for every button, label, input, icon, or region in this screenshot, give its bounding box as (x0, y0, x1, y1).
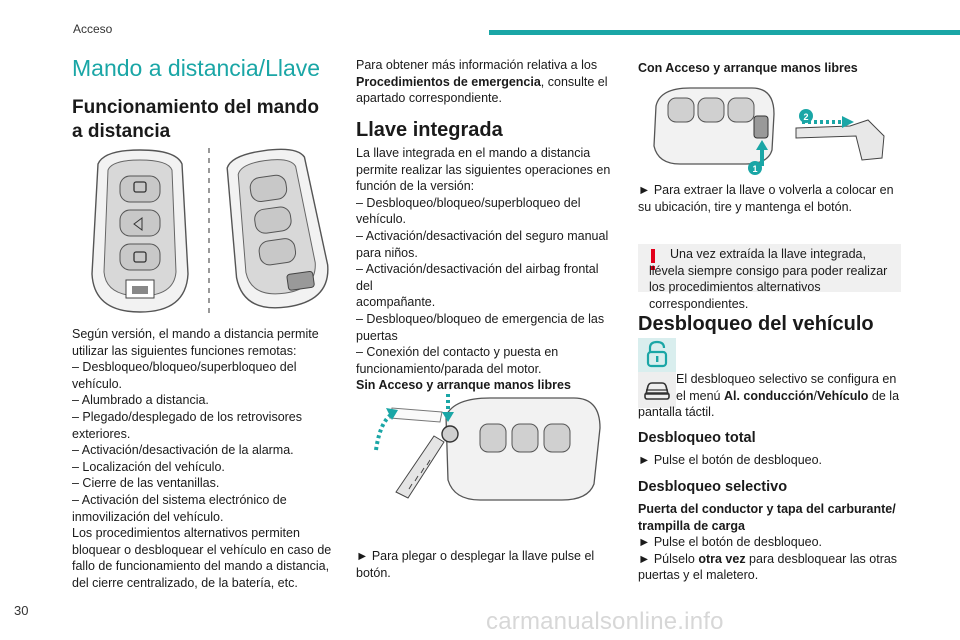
text-line: Los procedimientos alternativos permiten (72, 526, 300, 541)
section-title-unlocking: Desbloqueo del vehículo (638, 313, 874, 335)
list-item: – Localización del vehículo. (72, 459, 225, 474)
callout-2: 2 (803, 112, 809, 122)
text-line: Según versión, el mando a distancia permite (72, 327, 319, 341)
fold-instruction (356, 548, 618, 581)
text-line: Puerta del conductor y tapa del carburante/ (638, 502, 896, 516)
heading-total-unlock: Desbloqueo total (638, 430, 756, 446)
text-line: permite realizar las siguientes operaciones en (356, 162, 611, 177)
list-item: – Alumbrado a distancia. (72, 393, 209, 408)
text-line: fallo de funcionamiento del mando a distancia, (72, 559, 330, 574)
selective-config-text (638, 371, 902, 421)
list-item: – Cierre de las ventanillas. (72, 476, 220, 491)
selective-unlock-steps (638, 501, 902, 584)
menu-name-vehicle: Vehículo (817, 388, 869, 403)
text-line: exteriores. (72, 426, 131, 441)
folding-key-illustration (362, 388, 618, 508)
list-item: – Plegado/desplegado de los retrovisores (72, 409, 303, 424)
running-header: Acceso (73, 22, 113, 36)
integrated-key-text (356, 145, 618, 394)
text-line: función de la versión: (356, 179, 475, 194)
list-item: – Desbloqueo/bloqueo de emergencia de las (356, 311, 605, 326)
list-item: – Activación/desactivación del airbag frontal del (356, 262, 599, 293)
step-line: ► Pulse el botón de desbloqueo. (638, 535, 823, 550)
text-line: ► Para extraer la llave o volverla a colocar en (638, 183, 894, 197)
list-item: – Conexión del contacto y puesta en (356, 345, 559, 360)
list-item: – Desbloqueo/bloqueo/superbloqueo del (356, 195, 581, 210)
list-item: – Activación del sistema electrónico de (72, 492, 287, 507)
remote-functions-text (72, 326, 334, 592)
text-line: utilizar las siguientes funciones remotas: (72, 343, 297, 358)
list-item: – Desbloqueo/bloqueo/superbloqueo del (72, 360, 297, 375)
page-number: 30 (14, 603, 29, 618)
emergency-procedures-note (356, 57, 618, 107)
text-line: El desbloqueo selectivo se configura en (676, 372, 897, 386)
section-title-remote (72, 96, 334, 144)
list-item: – Activación/desactivación de la alarma. (72, 443, 294, 458)
text-line: puertas y el maletero. (638, 568, 759, 583)
text-line: botón. (356, 565, 391, 580)
text-line: Para obtener más información relativa a los (356, 58, 598, 72)
section-title-line: Funcionamiento del mando (72, 97, 320, 118)
remote-front-view (92, 150, 188, 312)
remote-side-view (220, 146, 333, 313)
text-line: La llave integrada en el mando a distancia (356, 146, 591, 160)
remote-keys-illustration (84, 146, 334, 318)
text-span: , consulte el (540, 74, 608, 89)
text-line: vehículo. (72, 376, 123, 391)
text-span: / (813, 388, 818, 403)
section-title-line: a distancia (72, 121, 171, 142)
text-line: trampilla de carga (638, 518, 745, 533)
emergency-procedures-ref: Procedimientos de emergencia (356, 74, 541, 89)
unlock-icon-box (638, 338, 676, 374)
list-item: – Activación/desactivación del seguro manual (356, 228, 609, 243)
total-unlock-step: ► Pulse el botón de desbloqueo. (638, 453, 823, 467)
text-line: funcionamiento/parada del motor. (356, 361, 542, 376)
page-title: Mando a distancia/Llave (72, 55, 321, 81)
heading-selective-unlock: Desbloqueo selectivo (638, 479, 788, 495)
text-line: bloquear o desbloquear el vehículo en caso de (72, 542, 332, 557)
step-line (638, 551, 902, 568)
text-span: el menú (676, 388, 724, 403)
watermark: carmanualsonline.info (486, 608, 724, 635)
text-line (356, 74, 618, 91)
text-line: pantalla táctil. (638, 405, 715, 420)
header-accent-bar (489, 30, 960, 35)
text-line: ► Para plegar o desplegar la llave pulse el (356, 549, 595, 563)
extract-instruction (638, 182, 902, 215)
keyless-key-illustration (646, 80, 902, 176)
sub-heading-without-keyless: Sin Acceso y arranque manos libres (356, 378, 571, 393)
text-line: del cierre centralizado, de la batería, etc. (72, 575, 298, 590)
text-span: ► Púlselo (638, 551, 699, 566)
text-line: inmovilización del vehículo. (72, 509, 224, 524)
text-emphasis: otra vez (698, 551, 746, 566)
text-span: de la (868, 388, 900, 403)
text-line: apartado correspondiente. (356, 91, 502, 106)
text-line (638, 388, 902, 405)
text-line: acompañante. (356, 295, 436, 310)
text-line: su ubicación, tire y mantenga el botón. (638, 199, 853, 214)
sub-heading-with-keyless: Con Acceso y arranque manos libres (638, 61, 858, 75)
warning-text: Una vez extraída la llave integrada, llévela siempre consigo para poder realizar los procedimientos alternativos correspondientes. (649, 247, 888, 311)
section-title-integrated-key: Llave integrada (356, 119, 503, 141)
unlock-icon (638, 338, 676, 374)
text-line: para niños. (356, 245, 418, 260)
menu-name-driving-aids: Al. conducción (723, 388, 814, 403)
text-line: puertas (356, 328, 398, 343)
text-span: para desbloquear las otras (745, 551, 898, 566)
callout-1: 1 (752, 164, 758, 174)
text-line: vehículo. (356, 212, 407, 227)
